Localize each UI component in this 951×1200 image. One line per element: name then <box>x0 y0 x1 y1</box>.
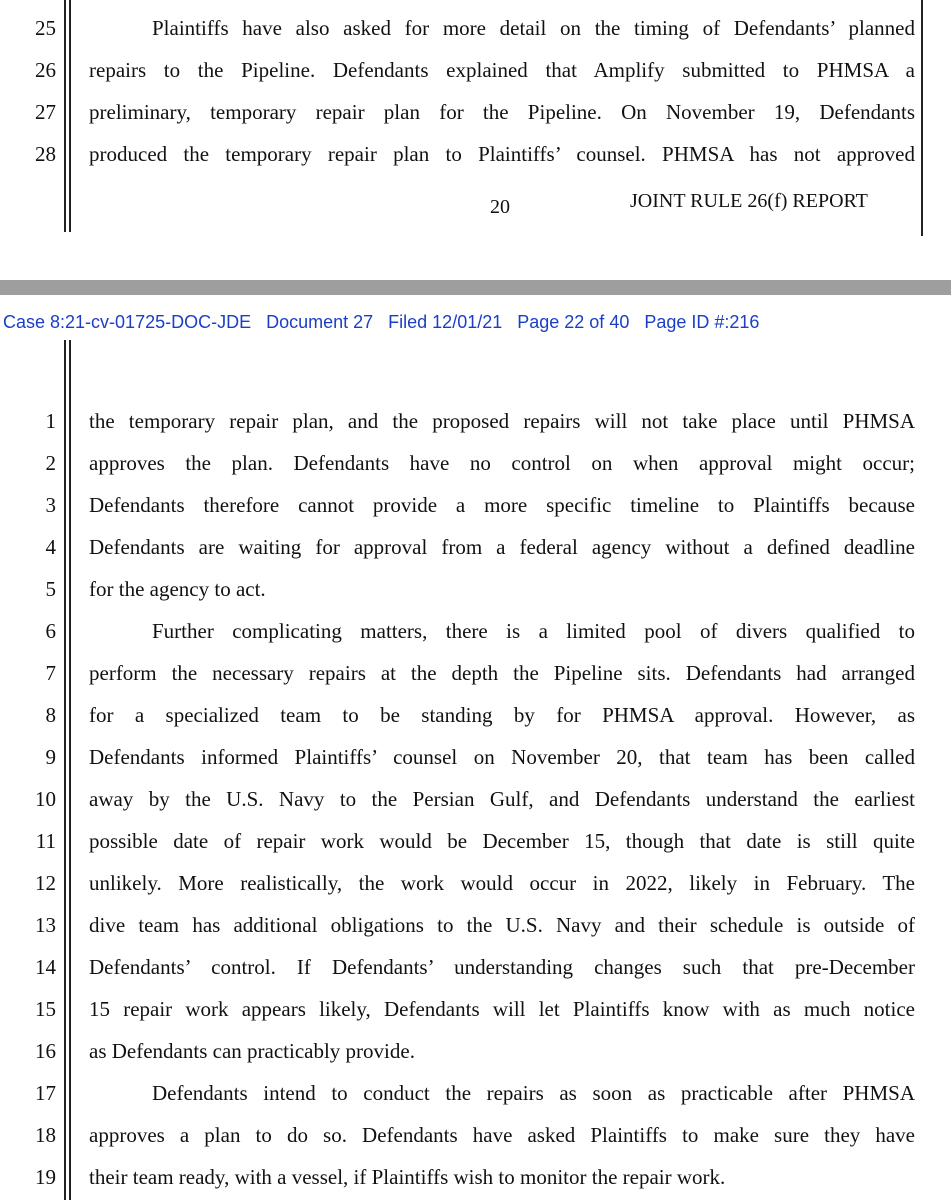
line-number: 10 <box>35 787 56 811</box>
line-number: 11 <box>35 829 56 853</box>
line-number: 26 <box>35 58 56 82</box>
line-text: possible date of repair work would be December 15, though that date is still quite <box>89 829 915 853</box>
line-17 <box>0 1072 951 1114</box>
line-text: dive team has additional obligations to the U.S. Navy and their schedule is outside of <box>89 913 915 937</box>
line-text: repairs to the Pipeline. Defendants explained that Amplify submitted to PHMSA a <box>89 58 915 82</box>
line-28 <box>0 133 951 175</box>
line-11 <box>0 820 951 862</box>
line-text: their team ready, with a vessel, if Plaintiffs wish to monitor the repair work. <box>89 1165 726 1189</box>
line-10 <box>0 778 951 820</box>
document-title: JOINT RULE 26(f) REPORT <box>630 190 868 212</box>
line-6 <box>0 610 951 652</box>
line-text: Defendants intend to conduct the repairs as soon as practicable after PHMSA <box>152 1081 915 1105</box>
line-number: 14 <box>35 955 56 979</box>
line-number: 27 <box>35 100 56 124</box>
line-text: produced the temporary repair plan to Plaintiffs’ counsel. PHMSA has not approved <box>89 142 915 166</box>
line-1 <box>0 400 951 442</box>
line-number: 7 <box>45 661 56 685</box>
line-number: 28 <box>35 142 56 166</box>
line-number: 9 <box>45 745 56 769</box>
line-8 <box>0 694 951 736</box>
line-3 <box>0 484 951 526</box>
line-number: 8 <box>45 703 56 727</box>
line-16 <box>0 1030 951 1072</box>
line-19 <box>0 1156 951 1198</box>
line-text: 15 repair work appears likely, Defendants will let Plaintiffs know with as much notice <box>89 997 915 1021</box>
line-text: Defendants informed Plaintiffs’ counsel on November 20, that team has been called <box>89 745 915 769</box>
line-text: Further complicating matters, there is a limited pool of divers qualified to <box>152 619 915 643</box>
line-26 <box>0 49 951 91</box>
line-7 <box>0 652 951 694</box>
line-text: for a specialized team to be standing by for PHMSA approval. However, as <box>89 703 915 727</box>
line-2 <box>0 442 951 484</box>
line-text: approves a plan to do so. Defendants have asked Plaintiffs to make sure they have <box>89 1123 915 1147</box>
line-number: 19 <box>35 1165 56 1189</box>
page-number: 20 <box>490 196 510 218</box>
line-number: 4 <box>45 535 56 559</box>
line-text: approves the plan. Defendants have no control on when approval might occur; <box>89 451 915 475</box>
line-text: away by the U.S. Navy to the Persian Gulf, and Defendants understand the earliest <box>89 787 915 811</box>
line-text: preliminary, temporary repair plan for the Pipeline. On November 19, Defendants <box>89 100 915 124</box>
line-13 <box>0 904 951 946</box>
line-number: 16 <box>35 1039 56 1063</box>
line-27 <box>0 91 951 133</box>
page-separator <box>0 280 951 295</box>
line-14 <box>0 946 951 988</box>
line-number: 12 <box>35 871 56 895</box>
line-5 <box>0 568 951 610</box>
case-header-stamp: Case 8:21-cv-01725-DOC-JDE Document 27 Filed 12/01/21 Page 22 of 40 Page ID #:216 <box>3 312 760 332</box>
line-number: 3 <box>45 493 56 517</box>
line-number: 17 <box>35 1081 56 1105</box>
line-text: Plaintiffs have also asked for more detail on the timing of Defendants’ planned <box>152 16 915 40</box>
line-12 <box>0 862 951 904</box>
line-18 <box>0 1114 951 1156</box>
line-text: Defendants’ control. If Defendants’ understanding changes such that pre-December <box>89 955 915 979</box>
line-number: 5 <box>45 577 56 601</box>
line-text: perform the necessary repairs at the depth the Pipeline sits. Defendants had arranged <box>89 661 915 685</box>
line-text: the temporary repair plan, and the proposed repairs will not take place until PHMSA <box>89 409 915 433</box>
line-number: 6 <box>45 619 56 643</box>
line-25 <box>0 7 951 49</box>
line-number: 25 <box>35 16 56 40</box>
line-number: 2 <box>45 451 56 475</box>
line-number: 15 <box>35 997 56 1021</box>
line-text: unlikely. More realistically, the work would occur in 2022, likely in February. The <box>89 871 915 895</box>
line-number: 13 <box>35 913 56 937</box>
line-4 <box>0 526 951 568</box>
line-text: Defendants are waiting for approval from a federal agency without a defined deadline <box>89 535 915 559</box>
line-text: for the agency to act. <box>89 577 266 601</box>
document-page-bottom <box>0 295 951 1200</box>
line-15 <box>0 988 951 1030</box>
line-number: 1 <box>45 409 56 433</box>
line-number: 18 <box>35 1123 56 1147</box>
document-page-top <box>0 0 951 252</box>
line-text: Defendants therefore cannot provide a more specific timeline to Plaintiffs because <box>89 493 915 517</box>
line-text: as Defendants can practicably provide. <box>89 1039 415 1063</box>
line-9 <box>0 736 951 778</box>
